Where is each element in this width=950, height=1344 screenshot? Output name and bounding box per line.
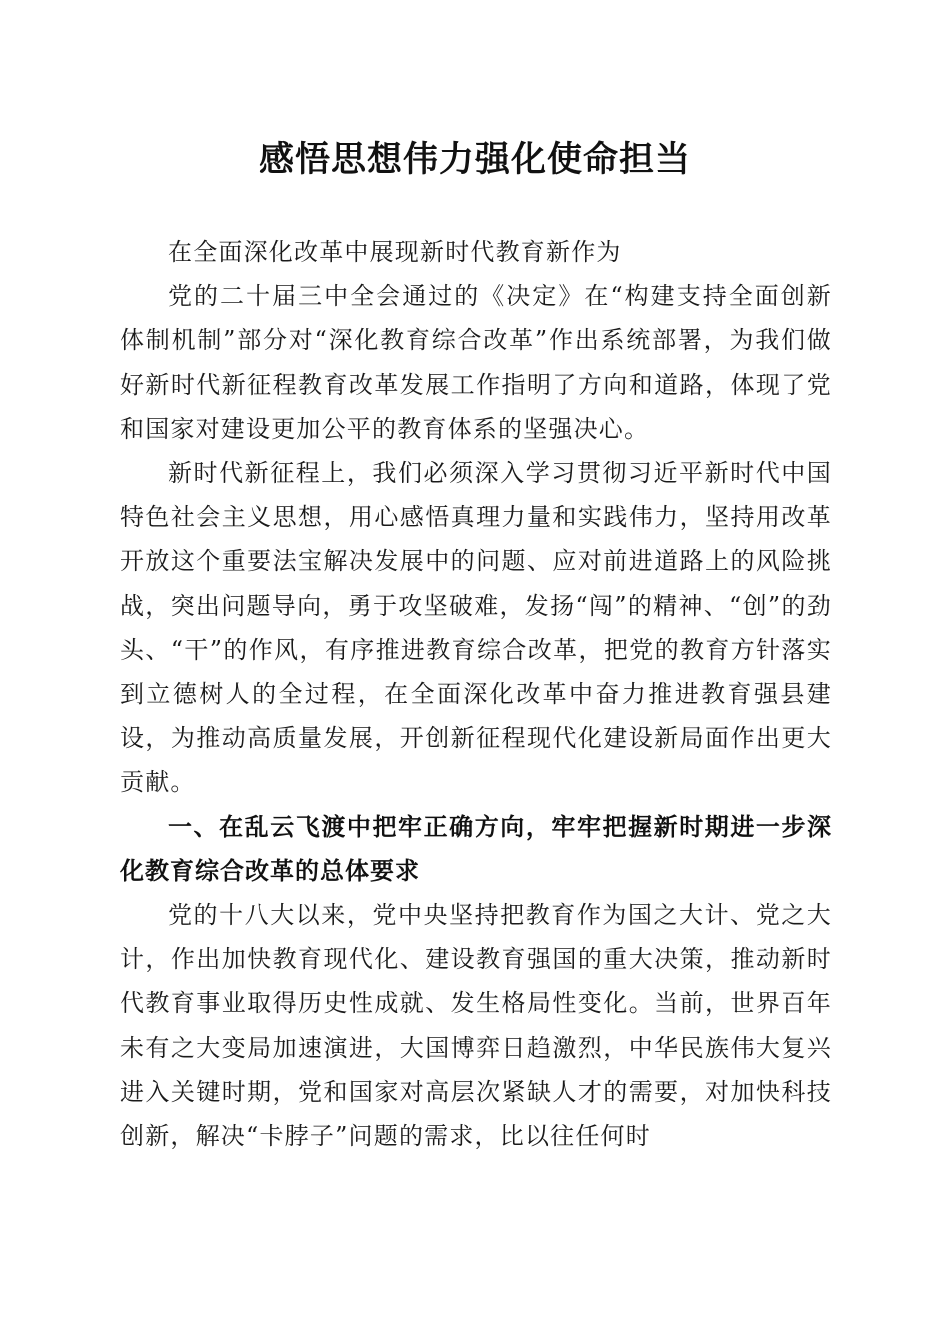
- section-heading: 一、在乱云飞渡中把牢正确方向，牢牢把握新时期进一步深化教育综合改革的总体要求: [120, 812, 832, 885]
- document-title: 感悟思想伟力强化使命担当: [258, 139, 691, 180]
- body-paragraph: 党的二十届三中全会通过的《决定》在“构建支持全面创新体制机制”部分对“深化教育综合改革”作出系统部署，为我们做好新时代新征程教育改革发展工作指明了方向和道路，体现了党和国家对建设更加公平的教育体系的坚强决心。: [120, 282, 832, 443]
- document-body: [120, 230, 832, 1158]
- subtitle-paragraph: 在全面深化改革中展现新时代教育新作为: [168, 238, 622, 266]
- body-paragraph: 新时代新征程上，我们必须深入学习贯彻习近平新时代中国特色社会主义思想，用心感悟真理力量和实践伟力，坚持用改革开放这个重要法宝解决发展中的问题、应对前进道路上的风险挑战，突出问题导向，勇于攻坚破难，发扬“闯”的精神、“创”的劲头、“干”的作风，有序推进教育综合改革，把党的教育方针落实到立德树人的全过程，在全面深化改革中奋力推进教育强县建设，为推动高质量发展，开创新征程现代化建设新局面作出更大贡献。: [120, 459, 832, 797]
- section-paragraph: 党的十八大以来，党中央坚持把教育作为国之大计、党之大计，作出加快教育现代化、建设教育强国的重大决策，推动新时代教育事业取得历史性成就、发生格局性变化。当前，世界百年未有之大变局加速演进，大国博弈日趋激烈，中华民族伟大复兴进入关键时期，党和国家对高层次紧缺人才的需要，对加快科技创新，解决“卡脖子”问题的需求，比以往任何时: [120, 901, 832, 1151]
